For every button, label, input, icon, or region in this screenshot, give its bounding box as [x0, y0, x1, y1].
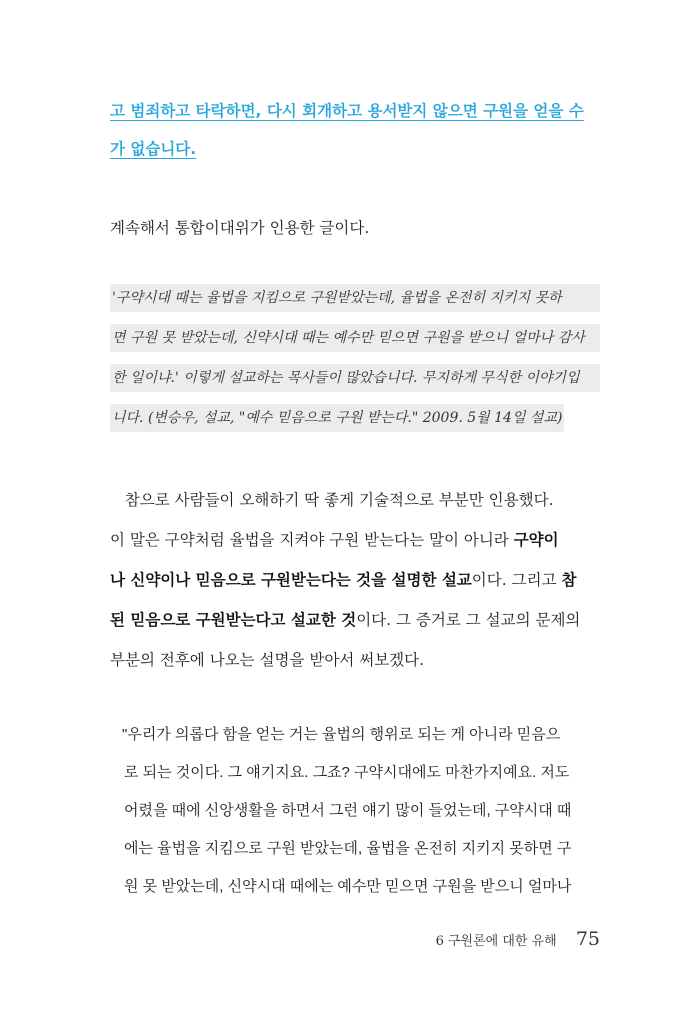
body-text: 이다. 그 증거로 그 설교의 문제의 — [356, 611, 581, 629]
body-text: 이 말은 구약처럼 율법을 지켜야 구원 받는다는 말이 아니라 — [110, 531, 514, 549]
body-paragraph — [110, 480, 600, 680]
page-number: 75 — [575, 928, 600, 950]
cited-quote — [110, 284, 600, 448]
sermon-line-1: "우리가 의롭다 함을 얻는 거는 율법의 행위로 되는 게 아니라 믿음으 — [122, 726, 561, 743]
body-bold-text: 된 믿음으로 구원받는다고 설교한 것 — [110, 611, 357, 629]
quote-line-4: 니다. (변승우, 설교, "예수 믿음으로 구원 받는다." 2009. 5월 14일 설교) — [110, 404, 564, 432]
body-line-5: 부분의 전후에 나오는 설명을 받아서 써보겠다. — [110, 651, 425, 669]
body-line-3 — [110, 560, 600, 600]
quote-line-3: 한 일이냐.' 이렇게 설교하는 목사들이 많았습니다. 무지하게 무식한 이야기입 — [110, 364, 600, 392]
body-line-4 — [110, 600, 600, 640]
chapter-title: 6 구원론에 대한 유해 — [435, 934, 557, 949]
highlighted-quote — [110, 92, 610, 168]
body-line-1 — [110, 480, 600, 520]
body-text: 참으로 사람들이 오해하기 딱 좋게 기술적으로 부분만 인용했다. — [124, 491, 554, 509]
highlight-line-2: 가 없습니다. — [110, 140, 197, 158]
body-bold-text: 나 신약이나 믿음으로 구원받는다는 것을 설명한 설교 — [110, 571, 472, 589]
body-text: 이다. 그리고 — [471, 571, 562, 589]
quote-line-1: '구약시대 때는 율법을 지킴으로 구원받았는데, 율법을 온전히 지키지 못하 — [110, 284, 600, 312]
page-footer — [436, 928, 600, 950]
sermon-line-3: 어렸을 때에 신앙생활을 하면서 그런 얘기 많이 들었는데, 구약시대 때 — [124, 802, 572, 819]
quote-line-2: 면 구원 못 받았는데, 신약시대 때는 예수만 믿으면 구원을 받으니 얼마나 감사 — [110, 324, 600, 352]
sermon-line-2: 로 되는 것이다. 그 얘기지요. 그죠? 구약시대에도 마찬가지예요. 저도 — [124, 764, 570, 781]
body-bold-text: 참 — [561, 571, 577, 589]
body-line-2 — [110, 520, 600, 560]
intro-sentence: 계속해서 통합이대위가 인용한 글이다. — [110, 219, 370, 237]
highlight-line-1: 고 범죄하고 타락하면, 다시 회개하고 용서받지 않으면 구원을 얻을 수 — [110, 102, 584, 120]
sermon-line-5: 원 못 받았는데, 신약시대 때에는 예수만 믿으면 구원을 받으니 얼마나 — [124, 878, 572, 895]
body-bold-text: 구약이 — [513, 531, 559, 549]
sermon-excerpt — [122, 716, 602, 906]
sermon-line-4: 에는 율법을 지킴으로 구원 받았는데, 율법을 온전히 지키지 못하면 구 — [124, 840, 572, 857]
